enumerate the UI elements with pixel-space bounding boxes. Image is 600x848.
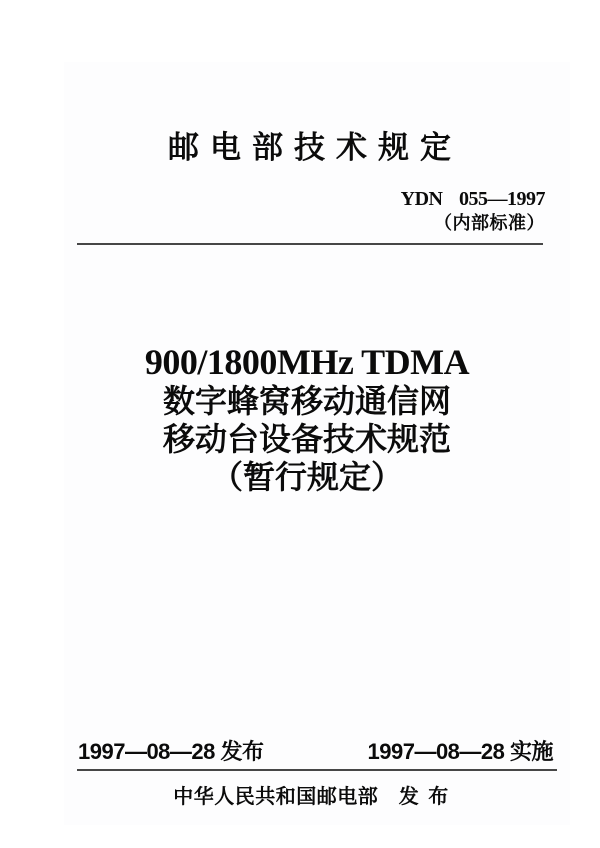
release-date: 1997—08—28 发布 xyxy=(78,739,264,764)
publisher-line: 中华人民共和国邮电部 发 布 xyxy=(173,786,449,808)
header-title: 邮电部技术规定 xyxy=(168,130,462,165)
header-divider-line xyxy=(77,243,543,245)
title-line-frequency: 900/1800MHz TDMA xyxy=(144,342,470,382)
standard-code: YDN 055—1997 xyxy=(400,188,545,210)
title-line-network: 数字蜂窝移动通信网 xyxy=(162,383,451,419)
implement-date: 1997—08—28 实施 xyxy=(367,739,553,764)
footer-divider-line xyxy=(77,769,557,771)
title-line-spec: 移动台设备技术规范 xyxy=(162,421,451,457)
standard-note: （内部标准） xyxy=(434,213,545,233)
dates-row xyxy=(78,735,553,766)
document-title xyxy=(7,342,600,496)
title-line-provisional: （暂行规定） xyxy=(210,459,403,495)
standard-id-block xyxy=(401,187,545,234)
